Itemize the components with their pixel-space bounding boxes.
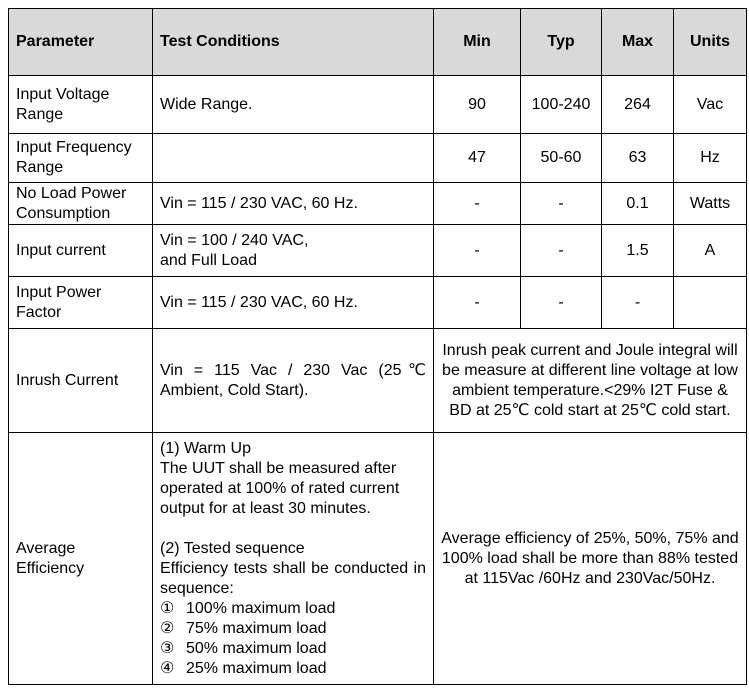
units-input-voltage: Vac	[674, 76, 747, 134]
header-max: Max	[602, 9, 674, 76]
load-item	[160, 659, 426, 679]
conditions-inrush-current: Vin = 115 Vac / 230 Vac (25℃ Ambient, Cold Start).	[153, 329, 434, 433]
header-units: Units	[674, 9, 747, 76]
max-input-frequency: 63	[602, 134, 674, 183]
param-input-current: Input current	[9, 225, 153, 277]
min-no-load-power: -	[434, 183, 521, 225]
note-average-efficiency: Average efficiency of 25%, 50%, 75% and 100% load shall be more than 88% tested at 115Vac /60Hz and 230Vac/50Hz.	[434, 433, 747, 685]
load-item	[160, 639, 426, 659]
conditions-average-efficiency	[153, 433, 434, 685]
load-text: 25% maximum load	[186, 659, 327, 677]
param-input-frequency: Input Frequency Range	[9, 134, 153, 183]
warm-up-text: The UUT shall be measured after operated at 100% of rated current output for at least 30 minutes.	[160, 459, 400, 517]
row-average-efficiency	[9, 433, 747, 685]
units-input-current: A	[674, 225, 747, 277]
min-input-current: -	[434, 225, 521, 277]
max-no-load-power: 0.1	[602, 183, 674, 225]
min-input-voltage: 90	[434, 76, 521, 134]
units-power-factor	[674, 277, 747, 329]
param-input-voltage: Input Voltage Range	[9, 76, 153, 134]
conditions-no-load-power: Vin = 115 / 230 VAC, 60 Hz.	[153, 183, 434, 225]
typ-input-current: -	[521, 225, 602, 277]
header-row	[9, 9, 747, 76]
conditions-power-factor: Vin = 115 / 230 VAC, 60 Hz.	[153, 277, 434, 329]
max-power-factor: -	[602, 277, 674, 329]
header-typ: Typ	[521, 9, 602, 76]
param-power-factor: Input Power Factor	[9, 277, 153, 329]
row-input-frequency	[9, 134, 747, 183]
sequence-text: Efficiency tests shall be conducted in sequence:	[160, 559, 426, 597]
note-inrush-current: Inrush peak current and Joule integral will be measure at different line voltage at low ambient temperature.<29% I2T Fuse & BD at 25℃ cold start at 25℃ cold start.	[434, 329, 747, 433]
row-input-current	[9, 225, 747, 277]
warm-up-title: (1) Warm Up	[160, 439, 251, 457]
param-no-load-power: No Load Power Consumption	[9, 183, 153, 225]
min-input-frequency: 47	[434, 134, 521, 183]
load-text: 75% maximum load	[186, 619, 327, 637]
row-input-voltage	[9, 76, 747, 134]
typ-no-load-power: -	[521, 183, 602, 225]
units-input-frequency: Hz	[674, 134, 747, 183]
sequence-title: (2) Tested sequence	[160, 539, 305, 557]
param-average-efficiency: Average Efficiency	[9, 433, 153, 685]
header-test-conditions: Test Conditions	[153, 9, 434, 76]
min-power-factor: -	[434, 277, 521, 329]
typ-input-voltage: 100-240	[521, 76, 602, 134]
load-item	[160, 619, 426, 639]
load-marker: ①	[160, 599, 175, 617]
conditions-input-voltage: Wide Range.	[153, 76, 434, 134]
units-no-load-power: Watts	[674, 183, 747, 225]
typ-input-frequency: 50-60	[521, 134, 602, 183]
typ-power-factor: -	[521, 277, 602, 329]
conditions-input-current-line1: Vin = 100 / 240 VAC,	[160, 231, 309, 249]
load-marker: ③	[160, 639, 175, 657]
header-min: Min	[434, 9, 521, 76]
row-inrush-current	[9, 329, 747, 433]
paragraph-gap	[160, 519, 426, 539]
row-no-load-power	[9, 183, 747, 225]
load-item	[160, 599, 426, 619]
conditions-input-current-line2: and Full Load	[160, 251, 257, 269]
specification-table	[8, 8, 747, 685]
max-input-current: 1.5	[602, 225, 674, 277]
load-marker: ②	[160, 619, 175, 637]
load-marker: ④	[160, 659, 175, 677]
load-text: 100% maximum load	[186, 599, 336, 617]
load-text: 50% maximum load	[186, 639, 327, 657]
header-parameter: Parameter	[9, 9, 153, 76]
max-input-voltage: 264	[602, 76, 674, 134]
conditions-input-frequency	[153, 134, 434, 183]
param-inrush-current: Inrush Current	[9, 329, 153, 433]
row-power-factor	[9, 277, 747, 329]
conditions-input-current	[153, 225, 434, 277]
